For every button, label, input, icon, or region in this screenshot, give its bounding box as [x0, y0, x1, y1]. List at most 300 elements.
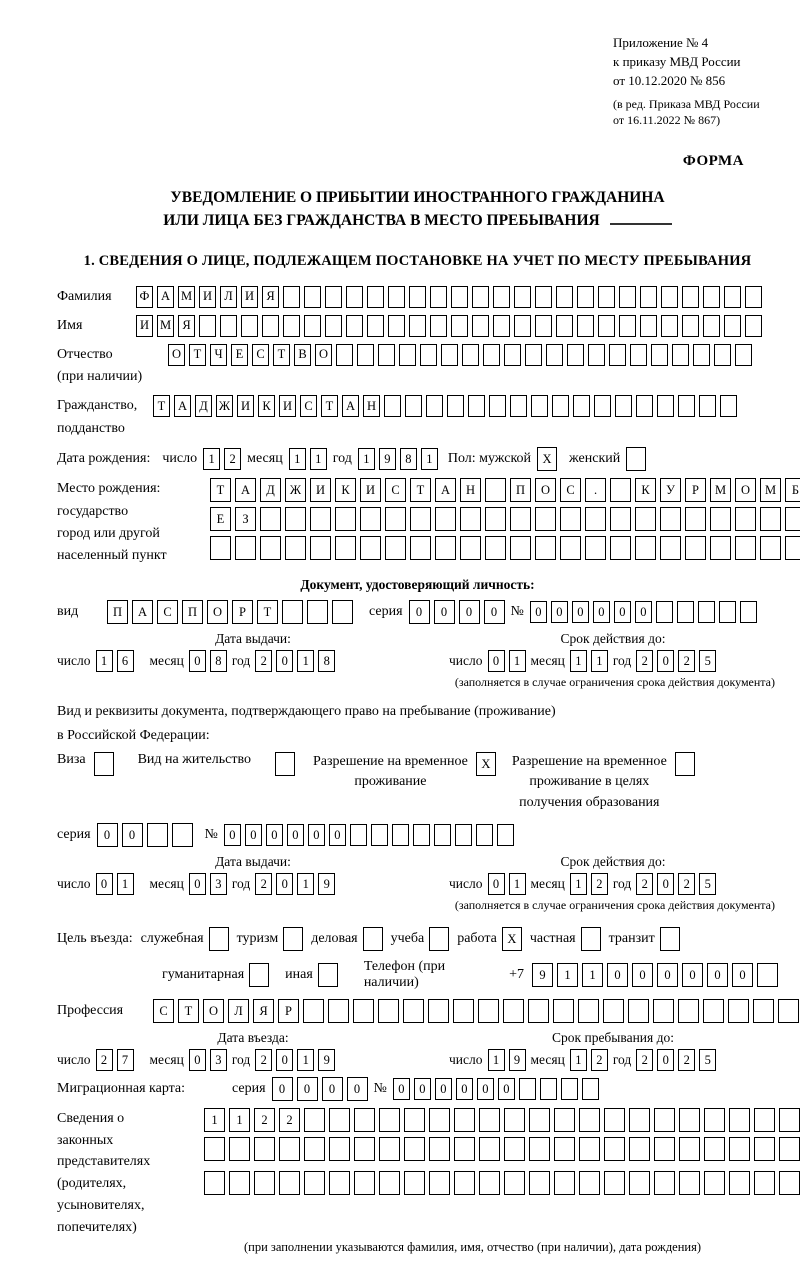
char-cell[interactable] [579, 1108, 600, 1132]
migration-series-cells[interactable] [272, 1077, 368, 1101]
doc-valid-day-cells[interactable] [488, 650, 526, 672]
char-cell[interactable]: 0 [682, 963, 703, 987]
char-cell[interactable]: 2 [591, 1049, 608, 1071]
char-cell[interactable]: 1 [229, 1108, 250, 1132]
char-cell[interactable] [779, 1171, 800, 1195]
char-cell[interactable] [328, 999, 349, 1023]
char-cell[interactable]: 0 [435, 1078, 452, 1100]
char-cell[interactable] [785, 536, 800, 560]
char-cell[interactable] [779, 1108, 800, 1132]
char-cell[interactable] [485, 478, 506, 502]
char-cell[interactable] [682, 286, 699, 308]
char-cell[interactable] [497, 824, 514, 846]
char-cell[interactable]: 0 [456, 1078, 473, 1100]
char-cell[interactable] [720, 395, 737, 417]
char-cell[interactable] [560, 507, 581, 531]
char-cell[interactable] [651, 344, 668, 366]
char-cell[interactable]: 2 [224, 448, 241, 470]
birth-month-cells[interactable] [289, 448, 327, 470]
given-name-cells[interactable] [136, 315, 762, 337]
char-cell[interactable] [704, 1137, 725, 1161]
char-cell[interactable] [679, 1137, 700, 1161]
char-cell[interactable] [353, 999, 374, 1023]
char-cell[interactable]: 0 [276, 1049, 293, 1071]
char-cell[interactable]: 0 [393, 1078, 410, 1100]
char-cell[interactable]: Н [460, 478, 481, 502]
char-cell[interactable] [346, 286, 363, 308]
char-cell[interactable] [279, 1171, 300, 1195]
char-cell[interactable] [403, 999, 424, 1023]
char-cell[interactable] [336, 344, 353, 366]
char-cell[interactable] [560, 536, 581, 560]
char-cell[interactable] [485, 507, 506, 531]
char-cell[interactable] [451, 286, 468, 308]
char-cell[interactable] [493, 286, 510, 308]
char-cell[interactable] [679, 1171, 700, 1195]
char-cell[interactable] [413, 824, 430, 846]
char-cell[interactable] [654, 1171, 675, 1195]
char-cell[interactable] [379, 1171, 400, 1195]
char-cell[interactable] [615, 395, 632, 417]
char-cell[interactable] [729, 1137, 750, 1161]
char-cell[interactable] [435, 507, 456, 531]
permit-valid-month-cells[interactable] [570, 873, 608, 895]
title-blank-line[interactable] [610, 211, 672, 225]
char-cell[interactable] [346, 315, 363, 337]
char-cell[interactable] [754, 1171, 775, 1195]
char-cell[interactable] [653, 999, 674, 1023]
char-cell[interactable]: 0 [551, 601, 568, 623]
char-cell[interactable]: 1 [570, 650, 587, 672]
char-cell[interactable]: Т [410, 478, 431, 502]
char-cell[interactable] [429, 1137, 450, 1161]
stay-month-cells[interactable] [570, 1049, 608, 1071]
char-cell[interactable] [304, 1108, 325, 1132]
representatives-cells-row3[interactable] [204, 1171, 800, 1195]
char-cell[interactable]: 0 [347, 1077, 368, 1101]
char-cell[interactable] [479, 1108, 500, 1132]
char-cell[interactable] [430, 315, 447, 337]
permit-issue-month-cells[interactable] [189, 873, 227, 895]
char-cell[interactable] [363, 927, 383, 951]
char-cell[interactable] [283, 286, 300, 308]
char-cell[interactable] [535, 286, 552, 308]
char-cell[interactable]: 1 [204, 1108, 225, 1132]
char-cell[interactable] [661, 286, 678, 308]
char-cell[interactable] [660, 507, 681, 531]
char-cell[interactable] [454, 1108, 475, 1132]
permit-valid-day-cells[interactable] [488, 873, 526, 895]
char-cell[interactable] [628, 999, 649, 1023]
char-cell[interactable] [603, 999, 624, 1023]
char-cell[interactable]: М [760, 478, 781, 502]
char-cell[interactable]: Ч [210, 344, 227, 366]
birth-place-cells-row3[interactable] [210, 536, 800, 560]
char-cell[interactable] [585, 507, 606, 531]
char-cell[interactable] [552, 395, 569, 417]
char-cell[interactable]: X [476, 752, 496, 776]
char-cell[interactable] [714, 344, 731, 366]
char-cell[interactable] [556, 315, 573, 337]
char-cell[interactable]: А [342, 395, 359, 417]
char-cell[interactable] [510, 536, 531, 560]
char-cell[interactable]: К [335, 478, 356, 502]
char-cell[interactable]: 1 [557, 963, 578, 987]
char-cell[interactable]: 2 [591, 873, 608, 895]
char-cell[interactable]: 0 [434, 600, 455, 624]
char-cell[interactable] [582, 1078, 599, 1100]
char-cell[interactable]: Р [685, 478, 706, 502]
char-cell[interactable] [489, 395, 506, 417]
char-cell[interactable] [729, 1108, 750, 1132]
char-cell[interactable] [699, 395, 716, 417]
char-cell[interactable] [604, 1137, 625, 1161]
char-cell[interactable]: Я [253, 999, 274, 1023]
char-cell[interactable]: 0 [97, 823, 118, 847]
char-cell[interactable] [554, 1171, 575, 1195]
char-cell[interactable] [579, 1171, 600, 1195]
char-cell[interactable] [760, 536, 781, 560]
char-cell[interactable] [656, 601, 673, 623]
char-cell[interactable] [434, 824, 451, 846]
char-cell[interactable] [426, 395, 443, 417]
char-cell[interactable]: 3 [210, 1049, 227, 1071]
char-cell[interactable] [404, 1171, 425, 1195]
residence-permit-checkbox[interactable] [275, 752, 295, 776]
char-cell[interactable]: 9 [509, 1049, 526, 1071]
char-cell[interactable] [635, 507, 656, 531]
char-cell[interactable] [779, 1137, 800, 1161]
char-cell[interactable] [329, 1108, 350, 1132]
char-cell[interactable]: Т [321, 395, 338, 417]
char-cell[interactable] [399, 344, 416, 366]
char-cell[interactable]: И [237, 395, 254, 417]
char-cell[interactable] [657, 395, 674, 417]
char-cell[interactable]: 0 [409, 600, 430, 624]
char-cell[interactable] [581, 927, 601, 951]
char-cell[interactable] [529, 1137, 550, 1161]
char-cell[interactable] [753, 999, 774, 1023]
tourism-checkbox[interactable] [283, 927, 303, 951]
char-cell[interactable]: 0 [632, 963, 653, 987]
char-cell[interactable]: О [315, 344, 332, 366]
char-cell[interactable]: И [310, 478, 331, 502]
char-cell[interactable]: 2 [678, 1049, 695, 1071]
char-cell[interactable] [462, 344, 479, 366]
char-cell[interactable]: О [207, 600, 228, 624]
char-cell[interactable] [472, 286, 489, 308]
char-cell[interactable] [378, 999, 399, 1023]
char-cell[interactable] [283, 315, 300, 337]
char-cell[interactable]: 0 [607, 963, 628, 987]
char-cell[interactable]: Т [273, 344, 290, 366]
humanitarian-checkbox[interactable] [249, 963, 269, 987]
char-cell[interactable] [556, 286, 573, 308]
char-cell[interactable]: 1 [297, 873, 314, 895]
char-cell[interactable] [514, 315, 531, 337]
char-cell[interactable]: 0 [245, 824, 262, 846]
char-cell[interactable]: 1 [297, 1049, 314, 1071]
char-cell[interactable]: 1 [591, 650, 608, 672]
char-cell[interactable]: Д [260, 478, 281, 502]
permit-number-cells[interactable] [224, 824, 514, 846]
char-cell[interactable] [546, 344, 563, 366]
char-cell[interactable]: 1 [570, 873, 587, 895]
char-cell[interactable] [785, 507, 800, 531]
char-cell[interactable]: 0 [189, 873, 206, 895]
char-cell[interactable]: Р [232, 600, 253, 624]
char-cell[interactable]: К [258, 395, 275, 417]
char-cell[interactable] [304, 1171, 325, 1195]
doc-issue-month-cells[interactable] [189, 650, 227, 672]
char-cell[interactable]: 1 [570, 1049, 587, 1071]
char-cell[interactable] [220, 315, 237, 337]
char-cell[interactable] [573, 395, 590, 417]
char-cell[interactable] [304, 315, 321, 337]
permit-series-cells[interactable] [97, 823, 193, 847]
char-cell[interactable] [367, 315, 384, 337]
char-cell[interactable] [760, 507, 781, 531]
char-cell[interactable] [479, 1171, 500, 1195]
char-cell[interactable]: 0 [189, 650, 206, 672]
char-cell[interactable]: В [294, 344, 311, 366]
char-cell[interactable] [598, 286, 615, 308]
char-cell[interactable] [483, 344, 500, 366]
char-cell[interactable] [635, 536, 656, 560]
char-cell[interactable] [661, 315, 678, 337]
char-cell[interactable] [229, 1171, 250, 1195]
char-cell[interactable]: Ж [285, 478, 306, 502]
char-cell[interactable]: 8 [318, 650, 335, 672]
char-cell[interactable] [577, 315, 594, 337]
char-cell[interactable] [735, 507, 756, 531]
char-cell[interactable]: С [385, 478, 406, 502]
char-cell[interactable]: 0 [707, 963, 728, 987]
char-cell[interactable]: 1 [96, 650, 113, 672]
char-cell[interactable] [435, 536, 456, 560]
char-cell[interactable] [371, 824, 388, 846]
char-cell[interactable] [325, 286, 342, 308]
char-cell[interactable] [728, 999, 749, 1023]
char-cell[interactable]: 0 [657, 873, 674, 895]
work-checkbox[interactable] [502, 927, 522, 951]
char-cell[interactable] [493, 315, 510, 337]
char-cell[interactable]: 1 [289, 448, 306, 470]
char-cell[interactable] [504, 1137, 525, 1161]
char-cell[interactable]: 2 [636, 1049, 653, 1071]
char-cell[interactable] [360, 507, 381, 531]
char-cell[interactable]: 1 [509, 650, 526, 672]
char-cell[interactable] [735, 344, 752, 366]
char-cell[interactable]: 2 [255, 650, 272, 672]
doc-issue-year-cells[interactable] [255, 650, 335, 672]
char-cell[interactable] [504, 344, 521, 366]
char-cell[interactable]: П [107, 600, 128, 624]
migration-number-cells[interactable] [393, 1078, 599, 1100]
char-cell[interactable] [310, 536, 331, 560]
char-cell[interactable] [630, 344, 647, 366]
char-cell[interactable] [504, 1108, 525, 1132]
char-cell[interactable]: 0 [308, 824, 325, 846]
char-cell[interactable] [525, 344, 542, 366]
citizenship-cells[interactable] [153, 395, 737, 417]
char-cell[interactable] [693, 344, 710, 366]
official-checkbox[interactable] [209, 927, 229, 951]
char-cell[interactable] [510, 395, 527, 417]
char-cell[interactable] [410, 536, 431, 560]
char-cell[interactable] [378, 344, 395, 366]
char-cell[interactable] [279, 1137, 300, 1161]
char-cell[interactable] [729, 1171, 750, 1195]
char-cell[interactable] [678, 999, 699, 1023]
char-cell[interactable]: С [560, 478, 581, 502]
char-cell[interactable]: У [660, 478, 681, 502]
char-cell[interactable]: М [178, 286, 195, 308]
char-cell[interactable]: Л [220, 286, 237, 308]
char-cell[interactable]: 2 [96, 1049, 113, 1071]
char-cell[interactable] [379, 1137, 400, 1161]
char-cell[interactable] [454, 1171, 475, 1195]
char-cell[interactable]: 0 [96, 873, 113, 895]
char-cell[interactable]: Р [278, 999, 299, 1023]
char-cell[interactable]: 0 [593, 601, 610, 623]
char-cell[interactable] [535, 315, 552, 337]
permit-valid-year-cells[interactable] [636, 873, 716, 895]
char-cell[interactable] [654, 1108, 675, 1132]
char-cell[interactable] [610, 478, 631, 502]
char-cell[interactable] [710, 536, 731, 560]
char-cell[interactable] [479, 1137, 500, 1161]
char-cell[interactable]: X [502, 927, 522, 951]
char-cell[interactable]: 0 [614, 601, 631, 623]
char-cell[interactable] [283, 927, 303, 951]
char-cell[interactable] [660, 536, 681, 560]
char-cell[interactable] [204, 1137, 225, 1161]
char-cell[interactable]: 1 [509, 873, 526, 895]
char-cell[interactable] [629, 1171, 650, 1195]
char-cell[interactable]: Ф [136, 286, 153, 308]
char-cell[interactable] [385, 536, 406, 560]
visa-checkbox[interactable] [94, 752, 114, 776]
char-cell[interactable] [429, 1171, 450, 1195]
char-cell[interactable]: Я [262, 286, 279, 308]
char-cell[interactable]: 0 [635, 601, 652, 623]
char-cell[interactable]: А [157, 286, 174, 308]
char-cell[interactable]: 1 [297, 650, 314, 672]
char-cell[interactable] [561, 1078, 578, 1100]
char-cell[interactable]: 0 [322, 1077, 343, 1101]
char-cell[interactable] [535, 536, 556, 560]
char-cell[interactable]: 2 [678, 650, 695, 672]
doc-series-cells[interactable] [409, 600, 505, 624]
char-cell[interactable]: 0 [732, 963, 753, 987]
char-cell[interactable] [703, 999, 724, 1023]
char-cell[interactable] [388, 315, 405, 337]
char-cell[interactable] [307, 600, 328, 624]
char-cell[interactable]: 0 [477, 1078, 494, 1100]
stay-year-cells[interactable] [636, 1049, 716, 1071]
char-cell[interactable] [447, 395, 464, 417]
stay-day-cells[interactable] [488, 1049, 526, 1071]
char-cell[interactable]: 2 [636, 873, 653, 895]
char-cell[interactable] [304, 1137, 325, 1161]
char-cell[interactable] [472, 315, 489, 337]
char-cell[interactable]: 9 [318, 873, 335, 895]
char-cell[interactable] [704, 1171, 725, 1195]
char-cell[interactable]: 0 [276, 873, 293, 895]
char-cell[interactable] [577, 286, 594, 308]
char-cell[interactable]: И [136, 315, 153, 337]
char-cell[interactable]: С [252, 344, 269, 366]
char-cell[interactable] [553, 999, 574, 1023]
char-cell[interactable] [754, 1108, 775, 1132]
char-cell[interactable] [460, 536, 481, 560]
char-cell[interactable]: С [157, 600, 178, 624]
char-cell[interactable]: С [300, 395, 317, 417]
char-cell[interactable]: П [182, 600, 203, 624]
char-cell[interactable] [229, 1137, 250, 1161]
char-cell[interactable] [147, 823, 168, 847]
doc-valid-year-cells[interactable] [636, 650, 716, 672]
doc-type-cells[interactable] [107, 600, 353, 624]
char-cell[interactable] [531, 395, 548, 417]
char-cell[interactable] [460, 507, 481, 531]
char-cell[interactable] [675, 752, 695, 776]
char-cell[interactable] [672, 344, 689, 366]
char-cell[interactable] [640, 315, 657, 337]
char-cell[interactable]: П [510, 478, 531, 502]
char-cell[interactable]: 1 [582, 963, 603, 987]
char-cell[interactable]: 7 [117, 1049, 134, 1071]
char-cell[interactable] [685, 536, 706, 560]
char-cell[interactable]: 5 [699, 873, 716, 895]
char-cell[interactable] [504, 1171, 525, 1195]
char-cell[interactable]: 0 [122, 823, 143, 847]
char-cell[interactable]: А [235, 478, 256, 502]
char-cell[interactable]: 0 [657, 963, 678, 987]
char-cell[interactable]: А [132, 600, 153, 624]
char-cell[interactable] [478, 999, 499, 1023]
char-cell[interactable] [249, 963, 269, 987]
char-cell[interactable]: 9 [318, 1049, 335, 1071]
char-cell[interactable] [529, 1108, 550, 1132]
char-cell[interactable] [325, 315, 342, 337]
char-cell[interactable] [94, 752, 114, 776]
char-cell[interactable]: К [635, 478, 656, 502]
char-cell[interactable]: 2 [255, 873, 272, 895]
char-cell[interactable] [604, 1108, 625, 1132]
char-cell[interactable] [405, 395, 422, 417]
char-cell[interactable] [535, 507, 556, 531]
other-checkbox[interactable] [318, 963, 338, 987]
char-cell[interactable] [254, 1171, 275, 1195]
char-cell[interactable] [354, 1108, 375, 1132]
char-cell[interactable]: 1 [358, 448, 375, 470]
char-cell[interactable] [757, 963, 778, 987]
char-cell[interactable] [379, 1108, 400, 1132]
char-cell[interactable] [654, 1137, 675, 1161]
char-cell[interactable] [454, 1137, 475, 1161]
char-cell[interactable]: И [241, 286, 258, 308]
char-cell[interactable] [745, 286, 762, 308]
char-cell[interactable]: О [203, 999, 224, 1023]
char-cell[interactable] [677, 601, 694, 623]
char-cell[interactable]: 0 [484, 600, 505, 624]
representatives-cells-row1[interactable] [204, 1108, 800, 1132]
char-cell[interactable] [409, 315, 426, 337]
char-cell[interactable]: 1 [421, 448, 438, 470]
char-cell[interactable]: 1 [310, 448, 327, 470]
